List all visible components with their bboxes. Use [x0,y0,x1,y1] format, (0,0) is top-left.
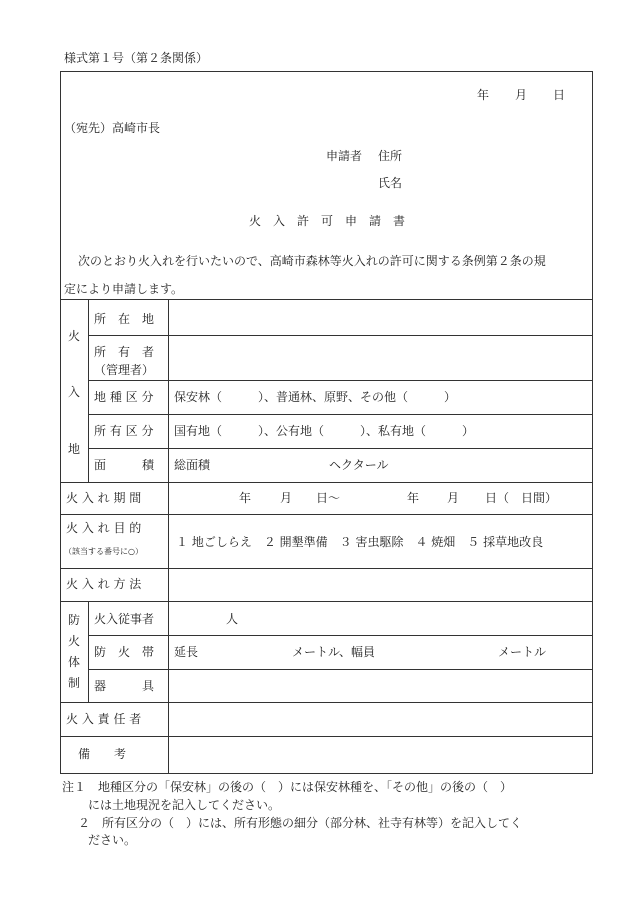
fire-protection-char: 体 [68,655,81,669]
note-2-line1: ２ 所有区分の（ ）には、所有形態の細分（部分林、社寺有林等）を記入してく [78,816,523,830]
note-1-line1: 注１ 地種区分の「保安林」の後の（ ）には保安林種を、「その他」の後の（ ） [62,780,513,794]
land-type-value: 保安林（ ）、普通林、原野、その他（ ） [174,390,457,404]
area-unit: ヘクタール [329,458,389,472]
owner-sub-label: （管理者） [94,363,155,377]
date-day: 日 [553,88,566,102]
remarks-label: 備 考 [78,747,127,761]
divider [60,601,593,602]
divider [88,669,593,670]
note-1-line2: には土地現況を記入してください。 [88,798,281,812]
divider [60,568,593,569]
applicant-label: 申請者 [326,149,363,163]
document-title: 火 入 許 可 申 請 書 [249,214,406,228]
location-label: 所 在 地 [94,312,155,326]
divider [88,414,593,415]
intro-line1: 次のとおり火入れを行いたいので、高崎市森林等火入れの許可に関する条例第２条の規 [78,254,546,268]
applicant-address-label: 住所 [378,149,403,163]
length-label: 延長 [174,645,199,659]
purpose-label: 火 入 れ 目 的 [66,521,142,535]
addressee: （宛先）高崎市長 [64,121,161,135]
ownership-value: 国有地（ ）、公有地（ ）、私有地（ ） [174,424,475,438]
divider [88,601,89,702]
period-year: 年 [239,491,252,505]
period-label: 火 入 れ 期 間 [66,491,142,505]
area-label: 面 積 [94,458,155,472]
fire-protection-char: 火 [68,634,81,648]
divider [88,635,593,636]
land-type-label: 地 種 区 分 [94,390,154,404]
date-year: 年 [477,88,490,102]
workers-label: 火入従事者 [94,612,155,626]
divider [60,482,593,483]
responsible-label: 火 入 責 任 者 [66,712,142,726]
divider [60,702,593,703]
area-total-label: 総面積 [174,458,211,472]
firebreak-label: 防 火 帯 [94,645,155,659]
divider [88,448,593,449]
divider [60,736,593,737]
fire-protection-char: 防 [68,613,81,627]
fire-land-char: 地 [68,442,81,456]
divider [88,299,89,482]
fire-land-char: 火 [68,329,81,343]
form-number: 様式第１号（第２条関係） [64,51,209,65]
divider [60,299,593,300]
period-day-days: 日（ 日間） [485,491,558,505]
equipment-label: 器 具 [94,679,155,693]
owner-label: 所 有 者 [94,345,155,359]
workers-unit: 人 [226,612,239,626]
width-label: メートル、幅員 [292,645,376,659]
date-month: 月 [515,88,528,102]
divider [88,380,593,381]
purpose-sub-label: （該当する番号に○） [64,547,143,556]
divider [60,514,593,515]
intro-line2: 定により申請します。 [64,282,184,296]
divider [88,335,593,336]
width-unit: メートル [498,645,547,659]
period-year2: 年 [407,491,420,505]
ownership-label: 所 有 区 分 [94,424,154,438]
method-label: 火 入 れ 方 法 [66,577,142,591]
period-month2: 月 [447,491,460,505]
fire-protection-char: 制 [68,676,81,690]
divider [168,299,169,774]
period-month: 月 [280,491,293,505]
note-2-line2: ださい。 [88,833,137,847]
period-day-from: 日～ [316,491,341,505]
applicant-name-label: 氏名 [378,176,403,190]
purpose-options: １ 地ごしらえ ２ 開墾準備 ３ 害虫駆除 ４ 焼畑 ５ 採草地改良 [176,535,544,549]
fire-land-char: 入 [68,385,81,399]
